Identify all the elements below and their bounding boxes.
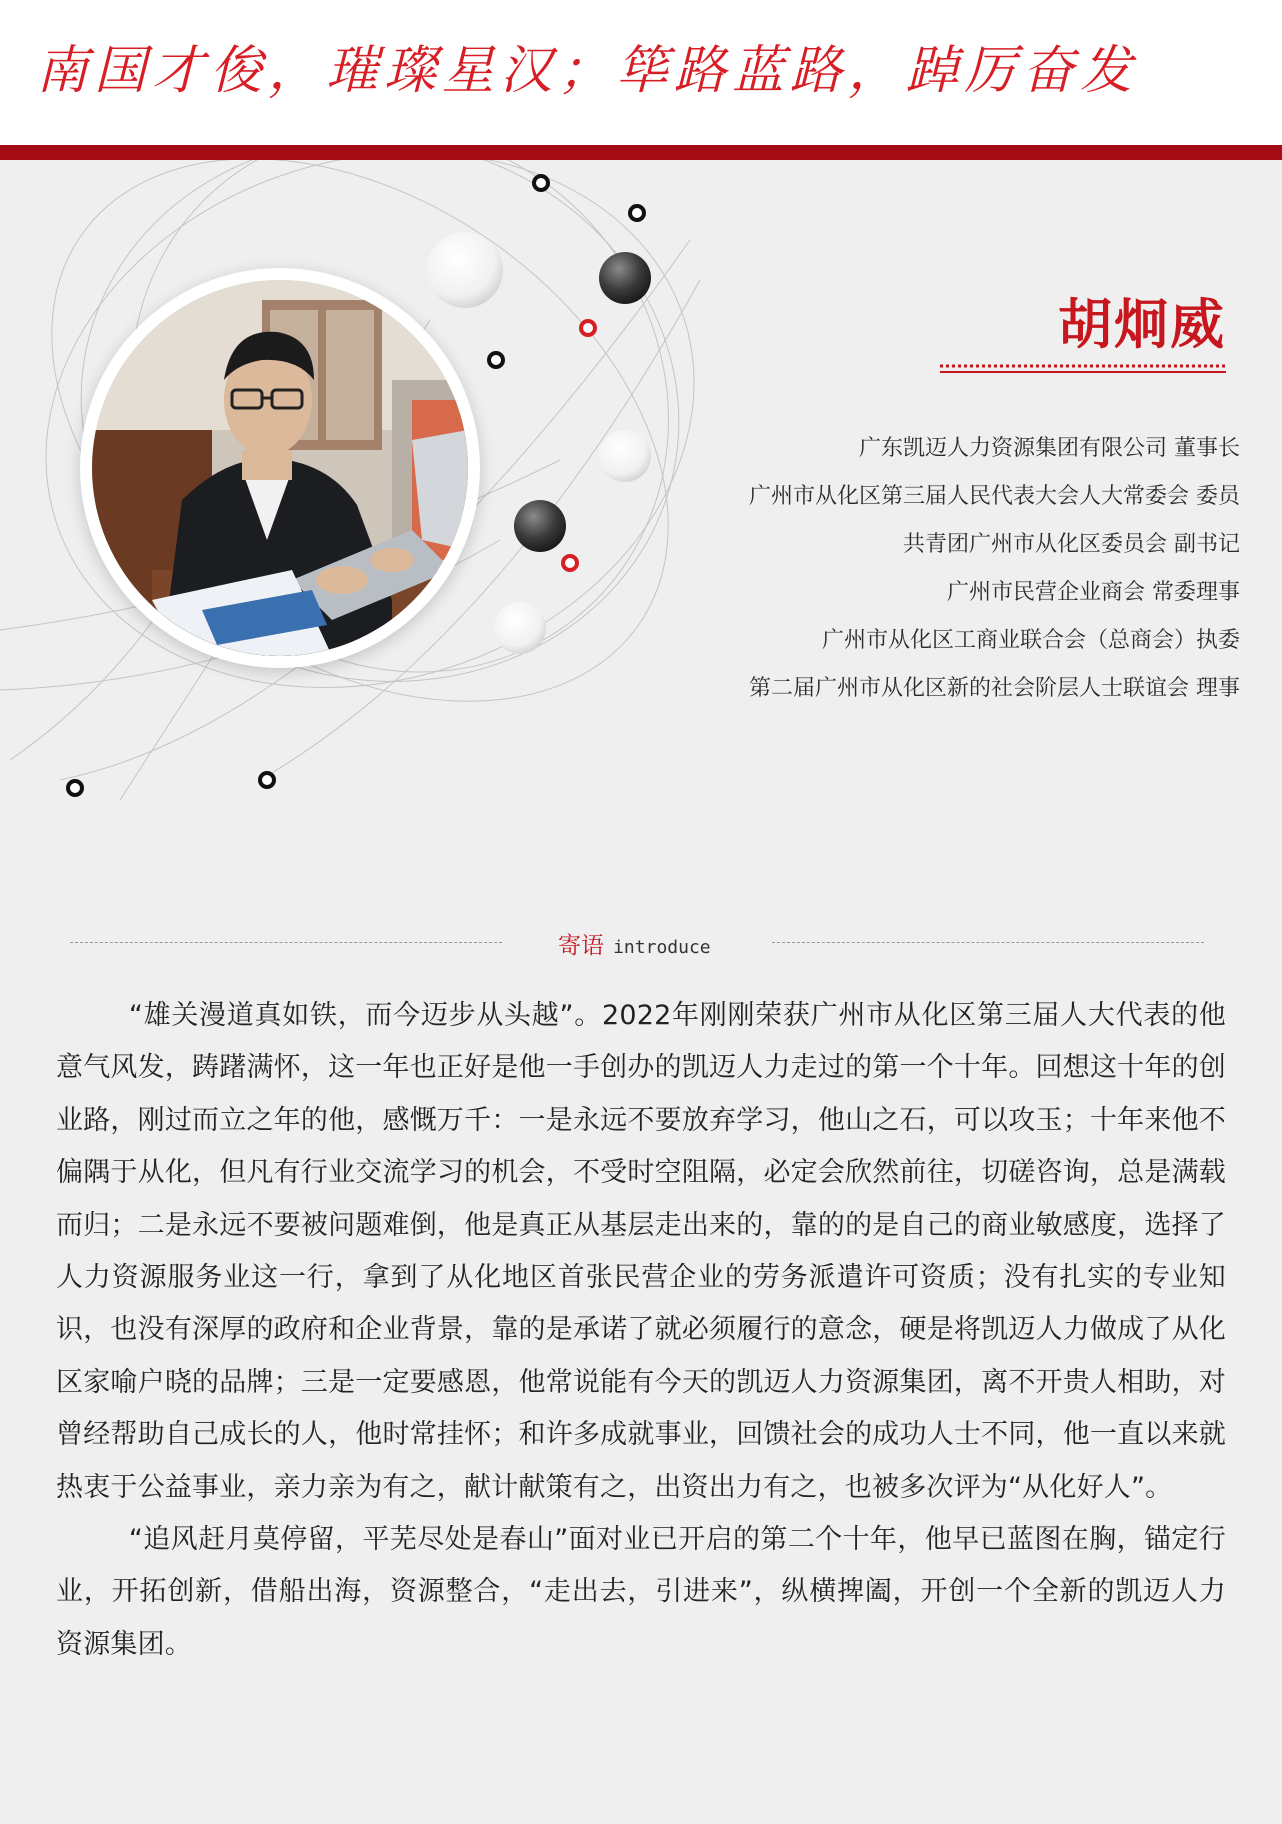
header-red-bar — [0, 145, 1282, 160]
position-item: 共青团广州市从化区委员会 副书记 — [903, 532, 1240, 557]
banner-title: 南国才俊，璀璨星汉；筚路蓝路，踔厉奋发 — [36, 41, 1139, 101]
person-name: 胡炯威 — [1058, 292, 1226, 356]
position-item: 广州市从化区工商业联合会（总商会）执委 — [821, 628, 1240, 653]
portrait-photo — [92, 280, 468, 656]
dashed-divider-right — [772, 942, 1204, 943]
position-item: 广州市民营企业商会 常委理事 — [947, 580, 1240, 605]
position-item: 广东凯迈人力资源集团有限公司 董事长 — [859, 436, 1240, 461]
section-header — [70, 924, 1204, 962]
profile-portrait — [80, 268, 480, 668]
header-banner — [0, 0, 1282, 145]
position-item: 第二届广州市从化区新的社会阶层人士联谊会 理事 — [749, 676, 1240, 701]
message-body — [56, 990, 1226, 1671]
position-list — [540, 425, 1240, 713]
position-item: 广州市从化区第三届人民代表大会人大常委会 委员 — [749, 484, 1240, 509]
section-label — [558, 927, 738, 960]
name-underline — [940, 364, 1226, 374]
paragraph: “追风赶月莫停留，平芜尽处是春山”面对业已开启的第二个十年，他早已蓝图在胸，锚定行业，开拓创新，借船出海，资源整合，“走出去，引进来”，纵横捭阖，开创一个全新的凯迈人力资源集团。 — [56, 1524, 1226, 1660]
paragraph: “雄关漫道真如铁，而今迈步从头越”。2022年刚刚荣获广州市从化区第三届人大代表的他意气风发，踌躇满怀，这一年也正好是他一手创办的凯迈人力走过的第一个十年。回想这十年的创业路，刚过而立之年的他，感慨万千：一是永远不要放弃学习，他山之石，可以攻玉；十年来他不偏隅于从化，但凡有行业交流学习的机会，不受时空阻隔，必定会欣然前往，切磋咨询，总是满载而归；二是永远不要被问题难倒，他是真正从基层走出来的，靠的的是自己的商业敏感度，选择了人力资源服务业这一行，拿到了从化地区首张民营企业的劳务派遣许可资质；没有扎实的专业知识，也没有深厚的政府和企业背景，靠的是承诺了就必须履行的意念，硬是将凯迈人力做成了从化区家喻户晓的品牌；三是一定要感恩，他常说能有今天的凯迈人力资源集团，离不开贵人相助，对曾经帮助自己成长的人，他时常挂怀；和许多成就事业，回馈社会的成功人士不同，他一直以来就热衷于公益事业，亲力亲为有之，献计献策有之，出资出力有之，也被多次评为“从化好人”。 — [56, 1000, 1226, 1503]
section-label-en: introduce — [613, 937, 711, 958]
dashed-divider-left — [70, 942, 502, 943]
section-label-cn: 寄语 — [558, 933, 604, 959]
